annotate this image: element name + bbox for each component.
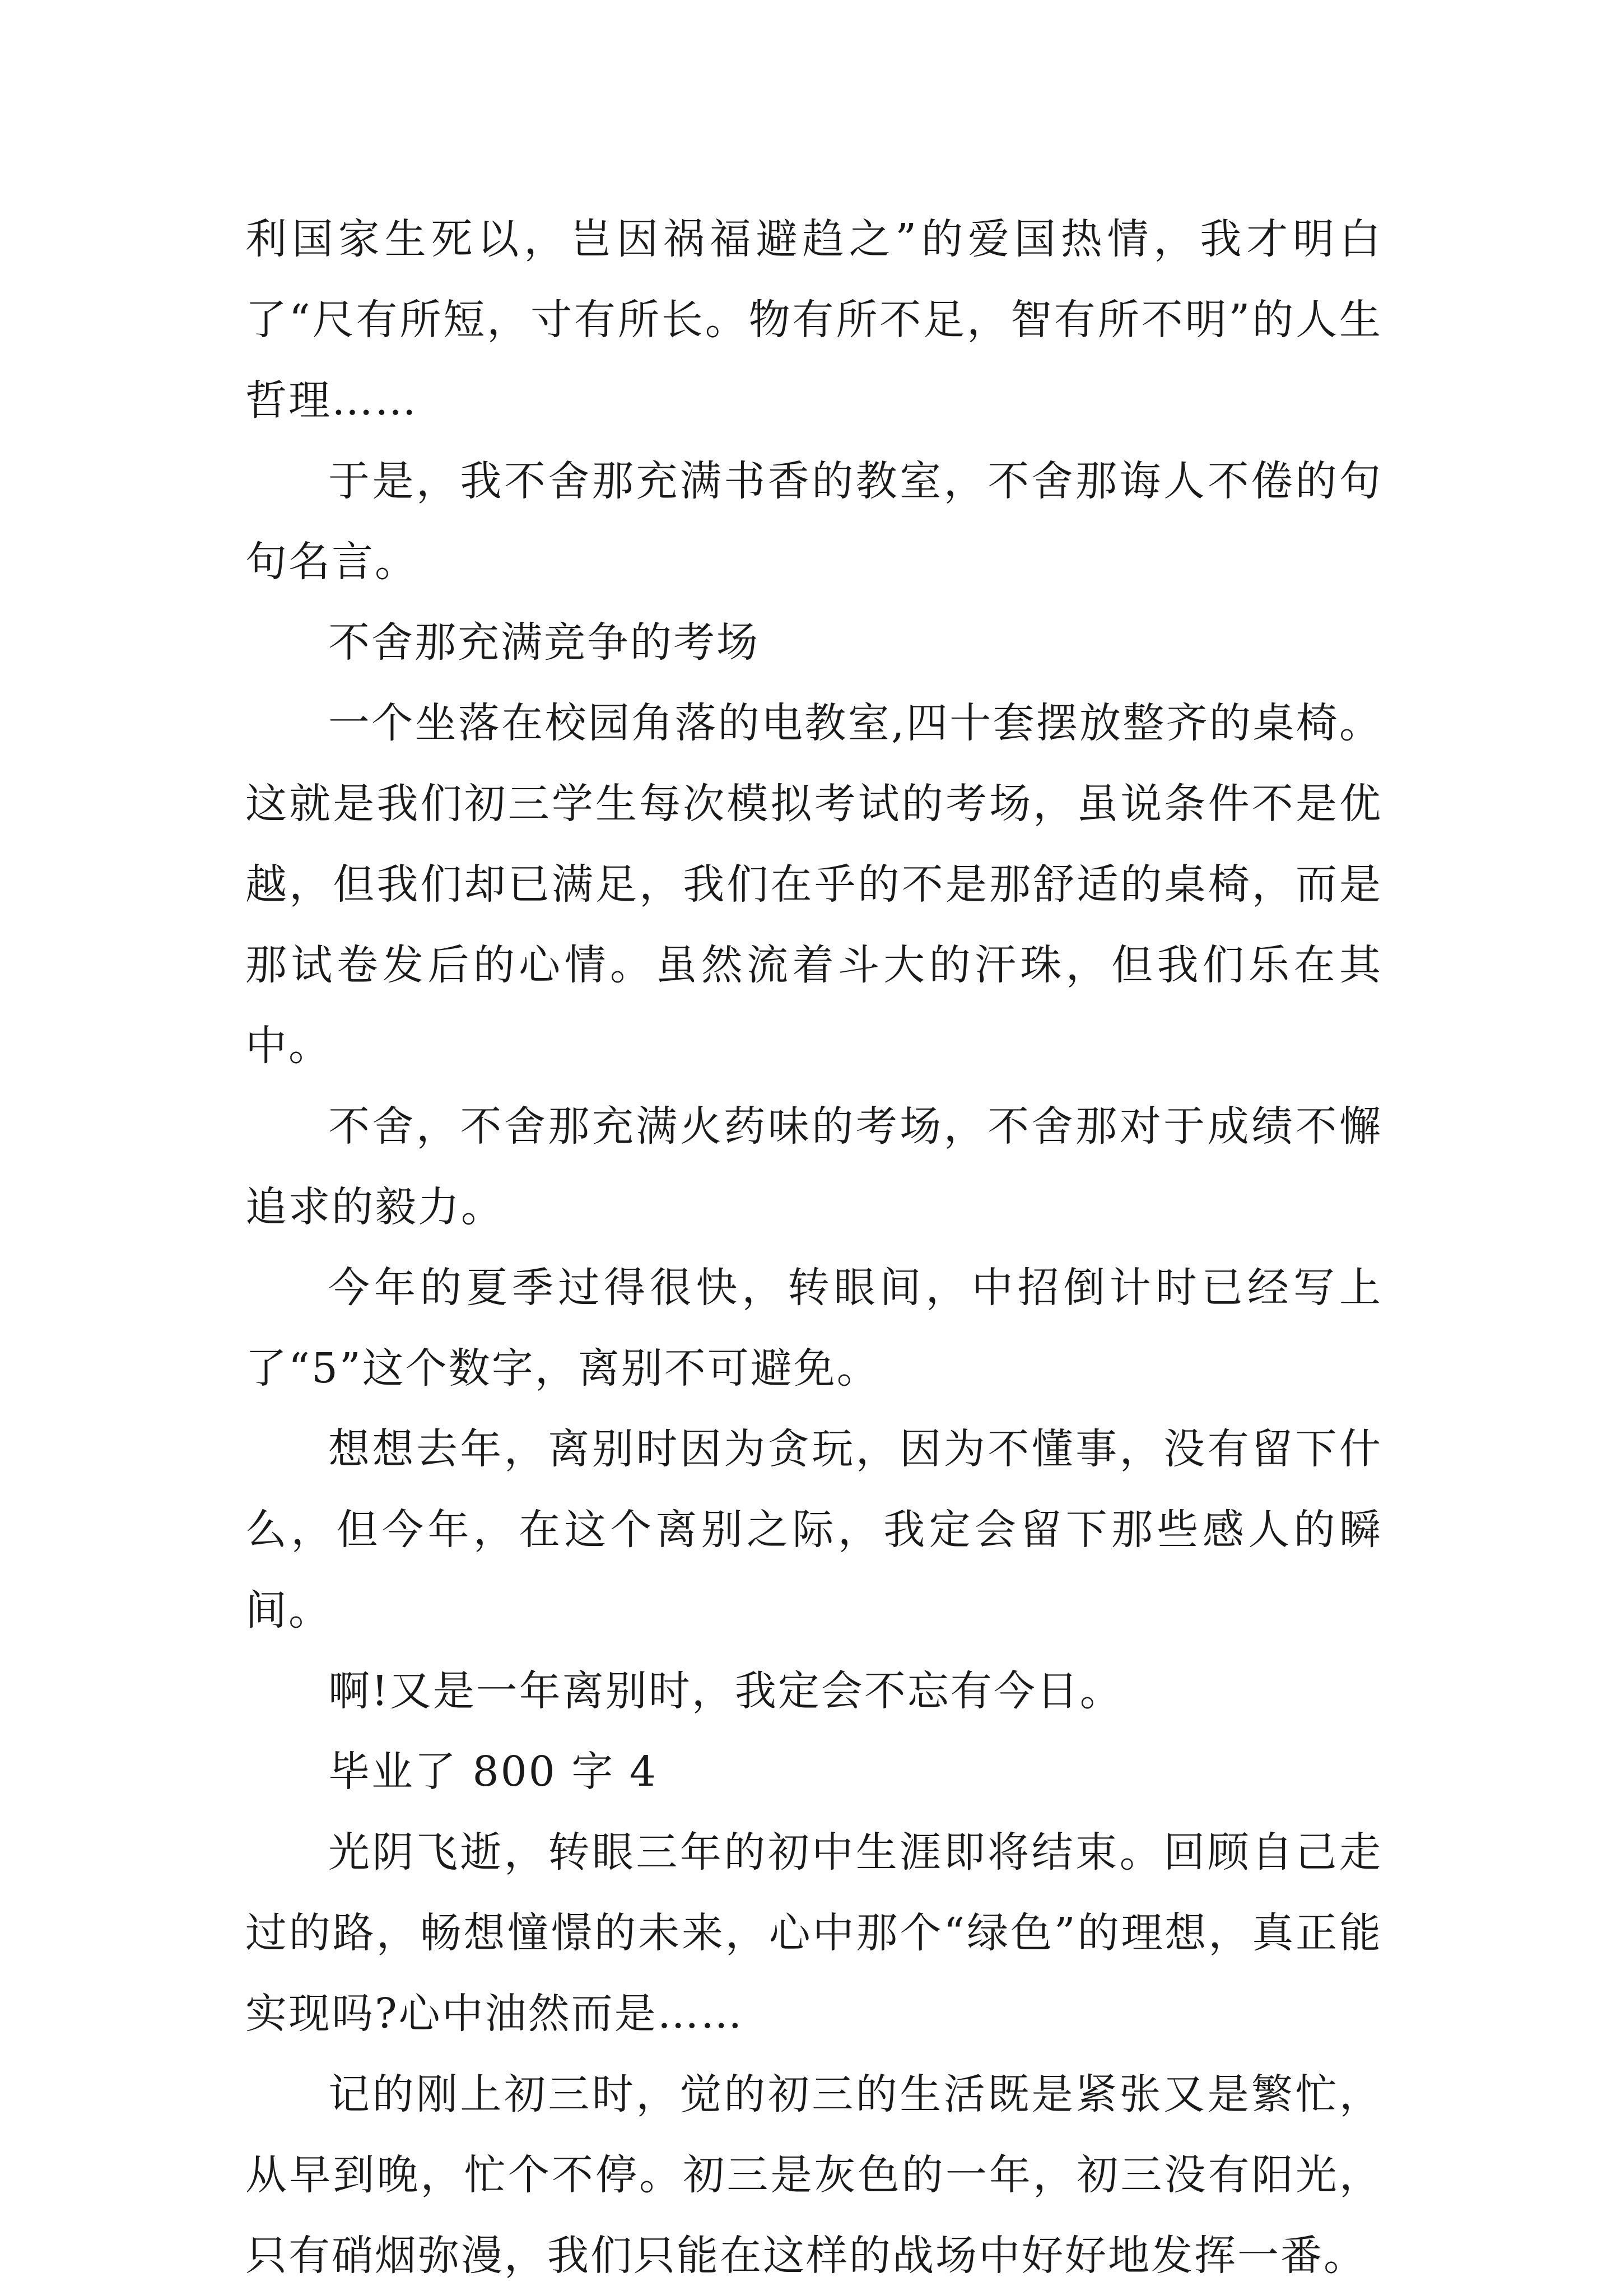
paragraph-6: 今年的夏季过得很快，转眼间，中招倒计时已经写上了“5”这个数字，离别不可避免。 bbox=[245, 1264, 1382, 1392]
document-body bbox=[245, 199, 1382, 2296]
paragraph-7: 想想去年，离别时因为贪玩，因为不懂事，没有留下什么，但今年，在这个离别之际，我定会留下那些感人的瞬间。 bbox=[245, 1425, 1382, 1634]
paragraph-2: 于是，我不舍那充满书香的教室，不舍那诲人不倦的句句名言。 bbox=[245, 457, 1382, 586]
section-heading-exam-room: 不舍那充满竞争的考场 bbox=[328, 618, 760, 667]
paragraph-10: 光阴飞逝，转眼三年的初中生涯即将结束。回顾自己走过的路，畅想憧憬的未来，心中那个“绿色”的理想，真正能实现吗?心中油然而是…… bbox=[245, 1828, 1382, 2038]
essay-title: 毕业了 800 字 4 bbox=[328, 1748, 658, 1796]
paragraph-4: 一个坐落在校园角落的电教室,四十套摆放整齐的桌椅。这就是我们初三学生每次模拟考试的考场，虽说条件不是优越，但我们却已满足，我们在乎的不是那舒适的桌椅，而是那试卷发后的心情。虽然流着斗大的汗珠，但我们乐在其中。 bbox=[245, 699, 1382, 1070]
paragraph-5: 不舍，不舍那充满火药味的考场，不舍那对于成绩不懈追求的毅力。 bbox=[245, 1102, 1382, 1231]
paragraph-11: 记的刚上初三时，觉的初三的生活既是紧张又是繁忙，从早到晚，忙个不停。初三是灰色的一年，初三没有阳光，只有硝烟弥漫，我们只能在这样的战场中好好地发挥一番。 bbox=[245, 2070, 1382, 2280]
paragraph-8: 啊!又是一年离别时，我定会不忘有今日。 bbox=[328, 1667, 1123, 1715]
paragraph-1: 利国家生死以，岂因祸福避趋之”的爱国热情，我才明白了“尺有所短，寸有所长。物有所不足，智有所不明”的人生哲理…… bbox=[245, 215, 1382, 425]
